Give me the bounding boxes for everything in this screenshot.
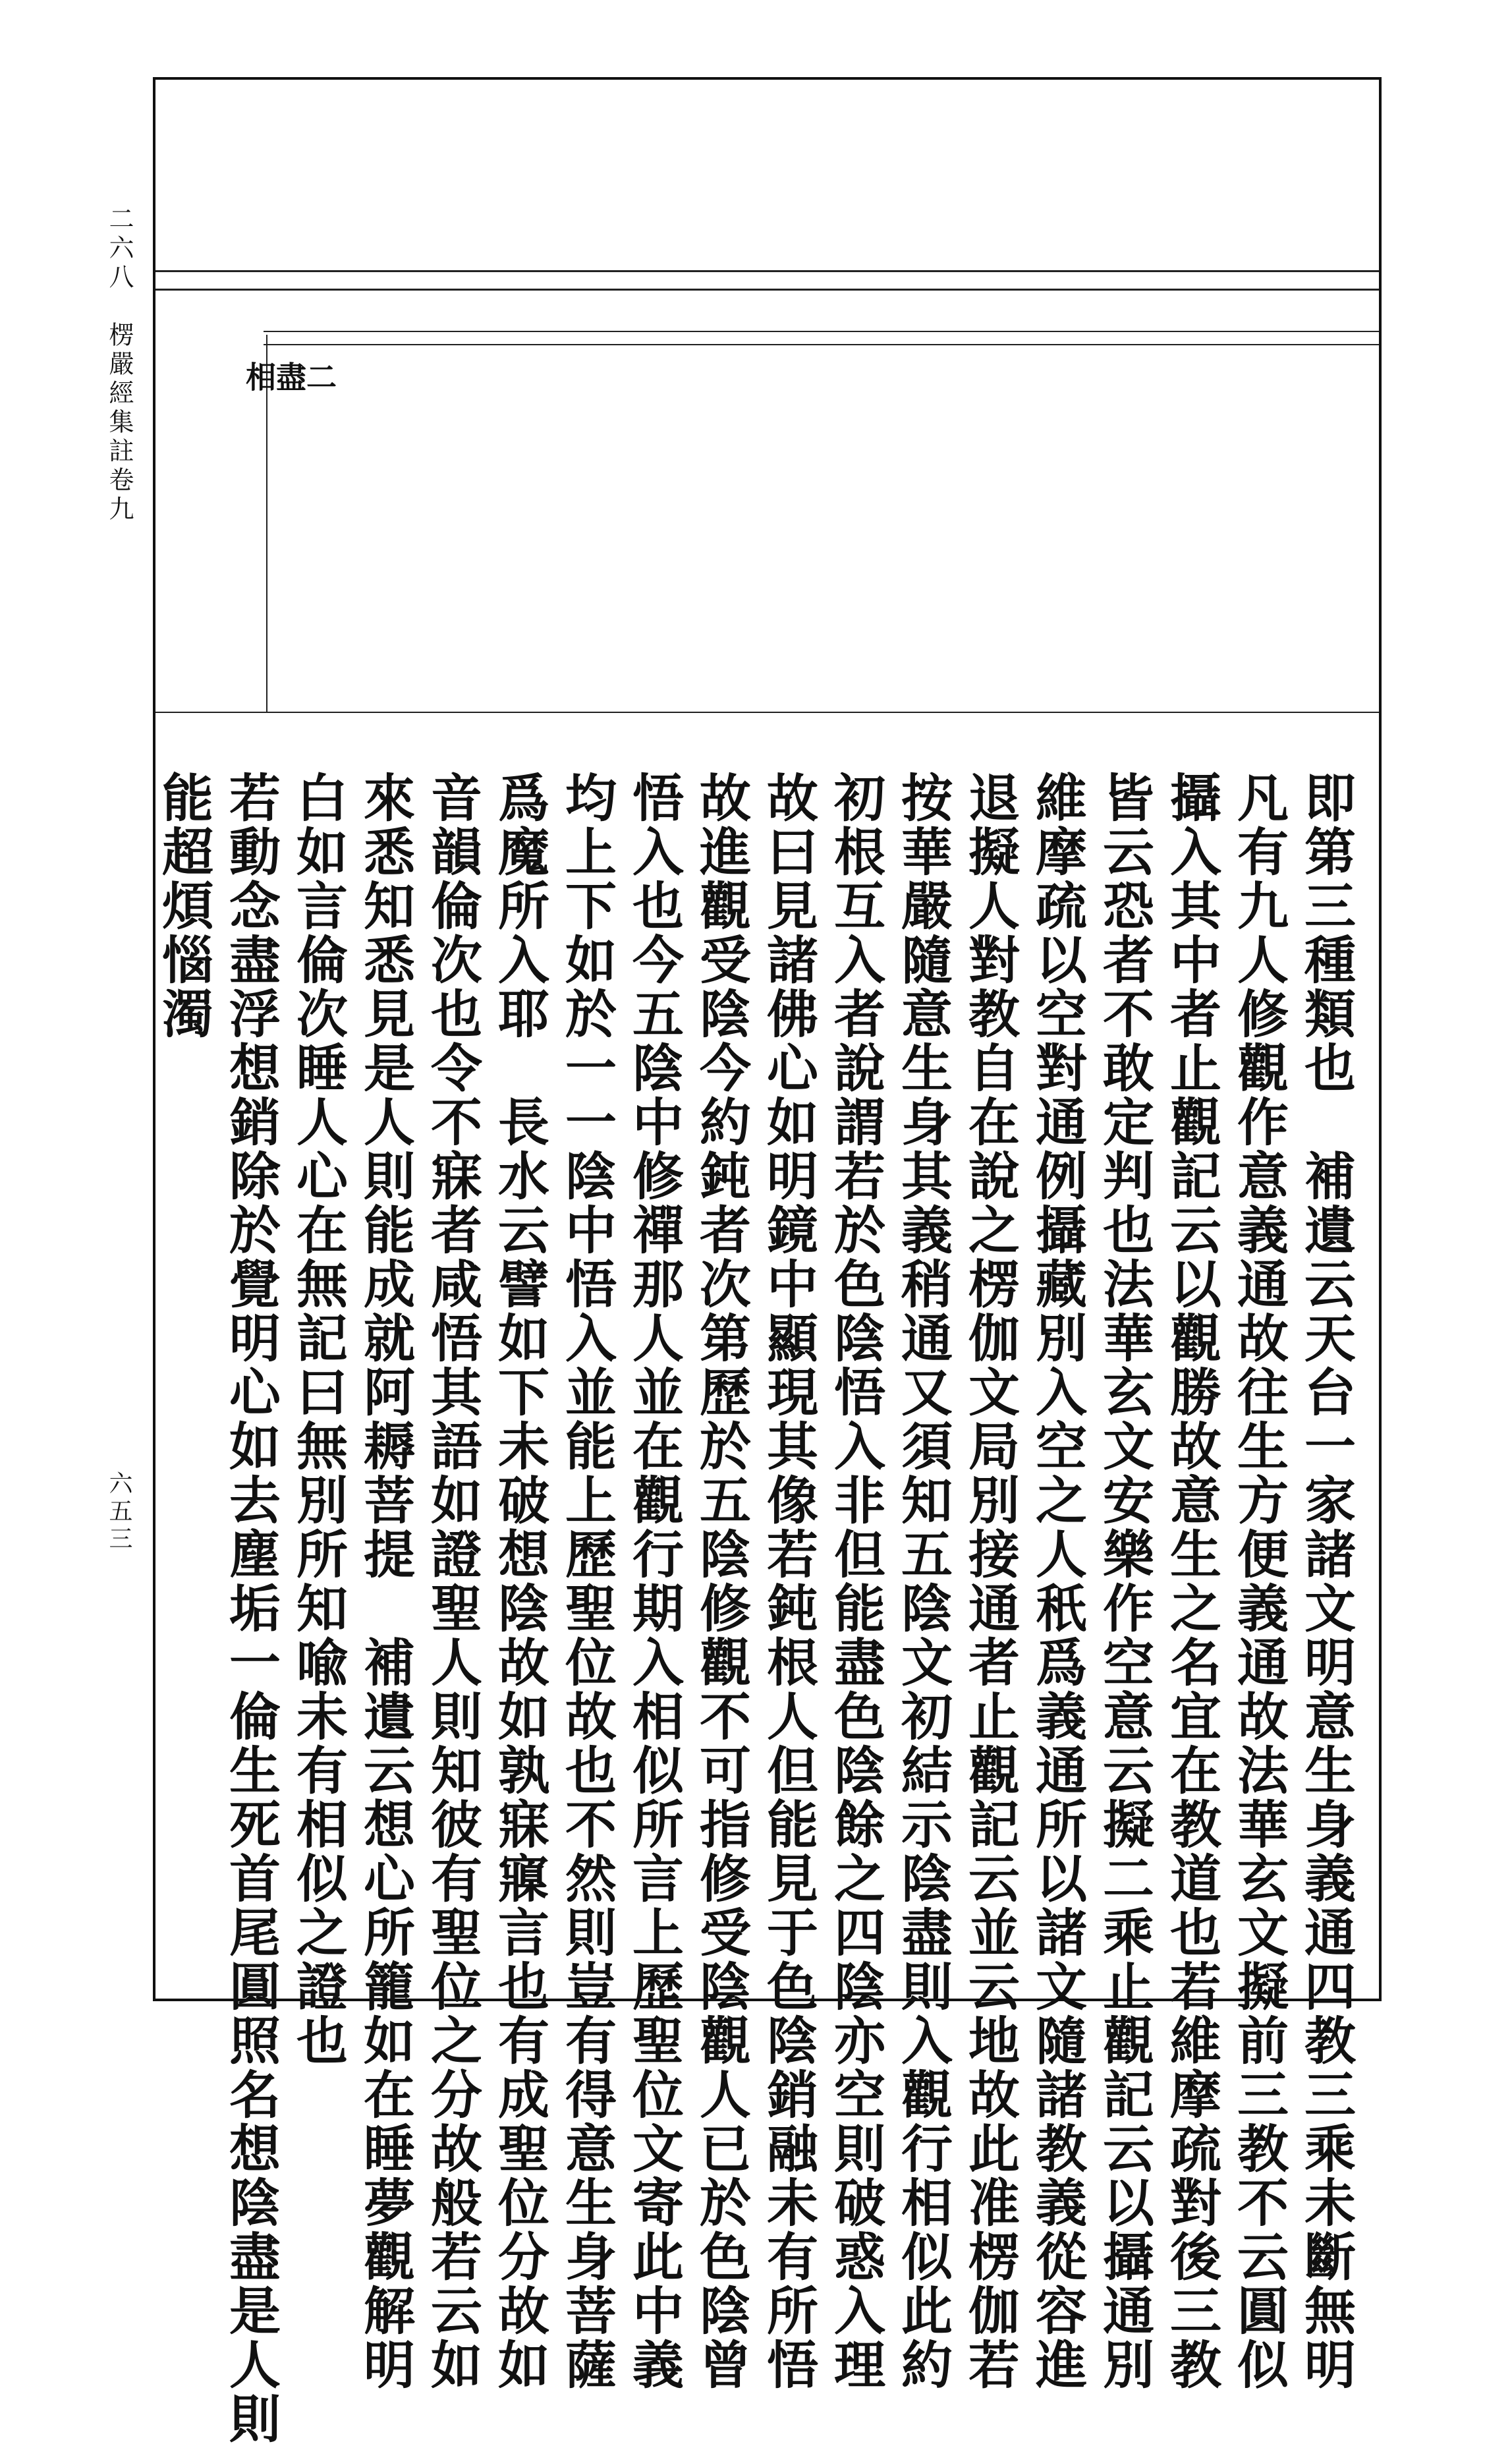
section-heading <box>241 361 337 464</box>
rule-line <box>155 289 1379 291</box>
rule-line <box>264 331 1379 332</box>
heading-char: 二 <box>302 361 337 391</box>
main-text <box>150 771 1359 2446</box>
heading-char: 盡 <box>271 361 307 391</box>
text-column: 初根互入者說謂若於色陰悟入非但能盡色陰餘之四陰亦空則破惑入理 <box>826 771 885 2392</box>
rule-line <box>155 270 1379 272</box>
text-column: 白如言倫次睡人心在無記曰無別所知喩未有相似之證也 <box>288 771 348 2068</box>
margin-header: 二六八 楞嚴經集註卷九 <box>105 206 134 525</box>
page-number: 六五三 <box>105 1471 132 1554</box>
text-column: 均上下如於一一陰中悟入並能上歷聖位故也不然則豈有得意生身菩薩 <box>557 771 617 2392</box>
text-column: 悟入也今五陰中修禪那人並在觀行期入相似所言上歷聖位文寄此中義 <box>624 771 684 2392</box>
text-column: 音韻倫次也令不寐者咸悟其語如證聖人則知彼有聖位之分故般若云如 <box>422 771 482 2392</box>
text-column: 凡有九人修觀作意義通故往生方便義通故法華玄文擬前三教不云圓似 <box>1229 771 1289 2392</box>
section-divider <box>155 712 1379 713</box>
text-column: 故曰見諸佛心如明鏡中顯現其像若鈍根人但能見于色陰銷融未有所悟 <box>758 771 818 2392</box>
text-column: 爲魔所入耶 長水云譬如下未破想陰故如孰寐寱言也有成聖位分故如 <box>490 771 549 2392</box>
text-column: 故進觀受陰今約鈍者次第歷於五陰修觀不可指修受陰觀人已於色陰曾 <box>691 771 751 2392</box>
text-column: 即第三種類也 補遺云天台一家諸文明意生身義通四教三乘未斷無明 <box>1296 771 1356 2392</box>
text-column: 來悉知悉見是人則能成就阿耨菩提 補遺云想心所籠如在睡夢觀解明 <box>355 771 415 2392</box>
text-column: 退擬人對教自在說之楞伽文局別接通者止觀記云並云地故此准楞伽若 <box>960 771 1020 2392</box>
text-column: 皆云恐者不敢定判也法華玄文安樂作空意云擬二乘止觀記云以攝通別 <box>1094 771 1154 2392</box>
rule-line <box>264 344 1379 345</box>
text-column: 能超煩惱濁 <box>154 771 213 1041</box>
text-column: 攝入其中者止觀記云以觀勝故意生之名宜在教道也若維摩疏對後三教 <box>1162 771 1221 2392</box>
text-column: 維摩疏以空對通例攝藏別入空之人秖爲義通所以諸文隨諸教義從容進 <box>1027 771 1087 2392</box>
text-column: 按華嚴隨意生身其義稍通又須知五陰文初結示陰盡則入觀行相似此約 <box>893 771 953 2392</box>
text-column: 若動念盡浮想銷除於覺明心如去塵垢一倫生死首尾圓照名想陰盡是人則 <box>221 771 281 2446</box>
heading-char: 相 <box>241 361 277 391</box>
